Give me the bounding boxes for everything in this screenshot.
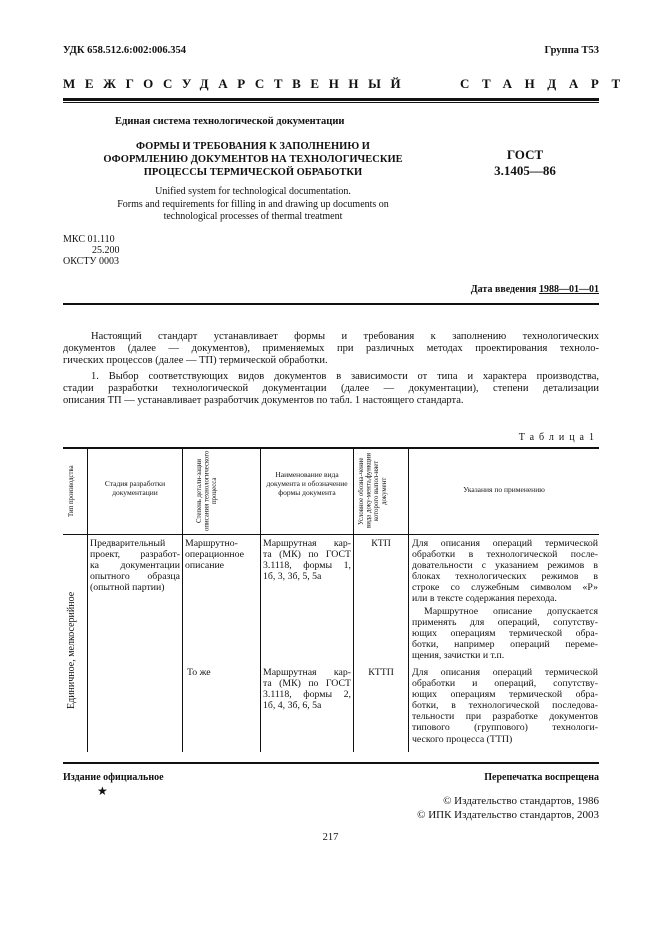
row1-usage-line: или в тексте содержания перехода. bbox=[412, 593, 557, 605]
table-caption: Таблица1 bbox=[518, 432, 599, 443]
row1-code: КТП bbox=[371, 538, 391, 549]
table-col-line bbox=[182, 447, 183, 752]
row2-doc-line: та (МК) по ГОСТ bbox=[263, 678, 351, 690]
row1-usage2-line: ботки, например операций переме- bbox=[412, 639, 598, 651]
row1-stage-line: ка документации bbox=[90, 560, 180, 572]
row2-usage-line: Для описания операций термической bbox=[412, 667, 598, 678]
header-development-stage: Стадия разработки документации bbox=[104, 479, 166, 497]
title-ru-line: ПРОЦЕССЫ ТЕРМИЧЕСКОЙ ОБРАБОТКИ bbox=[143, 167, 363, 178]
row2-usage-line: тельности при разработке документов bbox=[412, 711, 598, 723]
row1-doc-line: 3.1118, формы 1, bbox=[263, 560, 351, 572]
row1-stage-line: опытного образца bbox=[90, 571, 180, 583]
udk-code: УДК 658.512.6:002:006.354 bbox=[63, 45, 186, 56]
row1-stage-line: проект, разработ- bbox=[90, 549, 180, 561]
row1-doc-line: 1б, 3, 3б, 5, 5а bbox=[263, 571, 322, 583]
row1-usage2-line: Маршрутное описание допускается bbox=[424, 606, 598, 617]
header-detail-level: Степень детали-зации описания технологического процесса bbox=[196, 450, 219, 532]
row1-usage-line: Для описания операций термической bbox=[412, 538, 598, 549]
row2-detail: То же bbox=[187, 667, 211, 678]
classification-codes bbox=[63, 234, 120, 267]
gost-number: 3.1405—86 bbox=[494, 163, 556, 178]
title-russian bbox=[63, 140, 443, 179]
para2-line: описания ТП — устанавливает разработчик документов по табл. 1 настоящего стандарта. bbox=[63, 395, 464, 407]
gost-designation bbox=[470, 147, 580, 179]
date-rule bbox=[63, 303, 599, 305]
row2-doc-line: 3.1118, формы 2, bbox=[263, 689, 351, 701]
row1-detail bbox=[185, 538, 259, 571]
standard-type-word2: СТАНДАРТ bbox=[460, 76, 633, 91]
official-edition: Издание официальное bbox=[63, 772, 164, 783]
row1-doc-line: Маршрутная кар- bbox=[263, 538, 351, 549]
introduction-date bbox=[471, 284, 599, 295]
header-production-type: Тип производства bbox=[68, 465, 75, 517]
row1-detail-line: операционное bbox=[185, 549, 244, 561]
row1-usage2-line: ющих операциям термической обра- bbox=[412, 628, 598, 640]
row1-usage2-line: щения, зачистки и т.п. bbox=[412, 650, 505, 662]
title-ru-line: ФОРМЫ И ТРЕБОВАНИЯ К ЗАПОЛНЕНИЮ И bbox=[136, 141, 370, 152]
date-label: Дата введения bbox=[470, 284, 537, 295]
table-col-line bbox=[87, 447, 88, 752]
row2-doc-line: 1б, 4, 3б, 6, 5а bbox=[263, 700, 322, 712]
mks-code: МКС 01.110 bbox=[63, 234, 115, 245]
row2-usage-line: ющих операциям термической обра- bbox=[412, 689, 598, 701]
title-en-line: Forms and requirements for filling in and drawing up documents on bbox=[117, 198, 389, 210]
title-ru-line: ОФОРМЛЕНИЮ ДОКУМЕНТОВ НА ТЕХНОЛОГИЧЕСКИЕ bbox=[103, 154, 403, 165]
header-rule-thin bbox=[63, 102, 599, 103]
title-english bbox=[63, 186, 443, 224]
group-code: Группа Т53 bbox=[544, 45, 599, 56]
row2-code: КТТП bbox=[368, 667, 394, 678]
header-usage: Указания по применению bbox=[463, 485, 545, 494]
star-icon: ★ bbox=[97, 784, 108, 798]
row1-usage-line: довательности с указанием режимов в bbox=[412, 560, 598, 572]
title-en-line: Unified system for technological documentation. bbox=[155, 186, 351, 197]
row1-detail-line: описание bbox=[185, 560, 225, 572]
para2-line: стадии разработки технологической документации (далее — документации), степени детализации bbox=[63, 383, 599, 395]
okstu-code: ОКСТУ 0003 bbox=[63, 256, 120, 267]
page-number: 217 bbox=[322, 832, 339, 843]
table-col-line bbox=[353, 447, 354, 752]
mks-code-2: 25.200 bbox=[92, 245, 120, 256]
row2-usage-line: типового (группового) технологи- bbox=[412, 722, 598, 734]
table-top-rule bbox=[63, 447, 599, 449]
header-document-code: Условное обозна-чение вида доку-мента,функции которого выпол-няет документ bbox=[358, 453, 388, 529]
table-col-line bbox=[408, 447, 409, 752]
row2-usage-line: обработки и операций, сопутству- bbox=[412, 678, 598, 690]
row2-doc-line: Маршрутная кар- bbox=[263, 667, 351, 678]
row2-document bbox=[263, 667, 351, 711]
row1-stage bbox=[90, 538, 180, 593]
reprint-prohibited: Перепечатка воспрещена bbox=[484, 772, 599, 783]
standard-type-word1: МЕЖГОСУДАРСТВЕННЫЙ bbox=[63, 76, 411, 91]
paragraph-intro bbox=[63, 331, 599, 368]
row2-usage-line: ческого процесса (ТТП) bbox=[412, 733, 513, 745]
para2-line: 1. Выбор соответствующих видов документов в зависимости от типа и характера производства, bbox=[91, 371, 599, 382]
row1-usage2-line: применять для операций, сопутству- bbox=[412, 617, 598, 629]
row1-usage-note bbox=[412, 606, 598, 661]
row2-usage-line: ботки, в технологической последова- bbox=[412, 700, 598, 712]
header-rule-thick bbox=[63, 98, 599, 101]
date-value: 1988—01—01 bbox=[539, 284, 599, 295]
row1-stage-line: Предварительный bbox=[90, 538, 166, 549]
row1-usage bbox=[412, 538, 598, 605]
row1-usage-line: обработки в технологической после- bbox=[412, 549, 598, 561]
table-bottom-rule bbox=[63, 762, 599, 764]
para1-line: гических процессов (далее — ТП) термической обработки. bbox=[63, 355, 328, 367]
row1-doc-line: та (МК) по ГОСТ bbox=[263, 549, 351, 561]
row1-stage-line: (опытной партии) bbox=[90, 582, 165, 594]
row2-usage bbox=[412, 667, 598, 745]
row1-usage-line: строке со служебным символом «Р» bbox=[412, 582, 598, 594]
system-name: Единая система технологической документации bbox=[115, 116, 345, 127]
copyright-2003: © ИПК Издательство стандартов, 2003 bbox=[417, 809, 599, 821]
para1-line: Настоящий стандарт устанавливает формы и требования к заполнению технологических bbox=[91, 331, 599, 342]
table-header-rule bbox=[63, 534, 599, 535]
paragraph-clause-1 bbox=[63, 371, 599, 408]
production-type-value: Единичное, мелкосерийное bbox=[66, 591, 77, 709]
gost-label: ГОСТ bbox=[506, 147, 544, 162]
row1-detail-line: Маршрутно- bbox=[185, 538, 238, 549]
copyright-1986: © Издательство стандартов, 1986 bbox=[443, 795, 599, 807]
title-en-line: technological processes of thermal treatment bbox=[163, 211, 343, 222]
row1-document bbox=[263, 538, 351, 582]
table-col-line bbox=[260, 447, 261, 752]
header-document-name: Наименование вида документа и обозначение формы документа bbox=[266, 470, 348, 497]
para1-line: документов (далее — документов), применяемых при различных методах проектирования техноло- bbox=[63, 343, 599, 355]
row1-usage-line: блоках технологических режимов в bbox=[412, 571, 598, 583]
